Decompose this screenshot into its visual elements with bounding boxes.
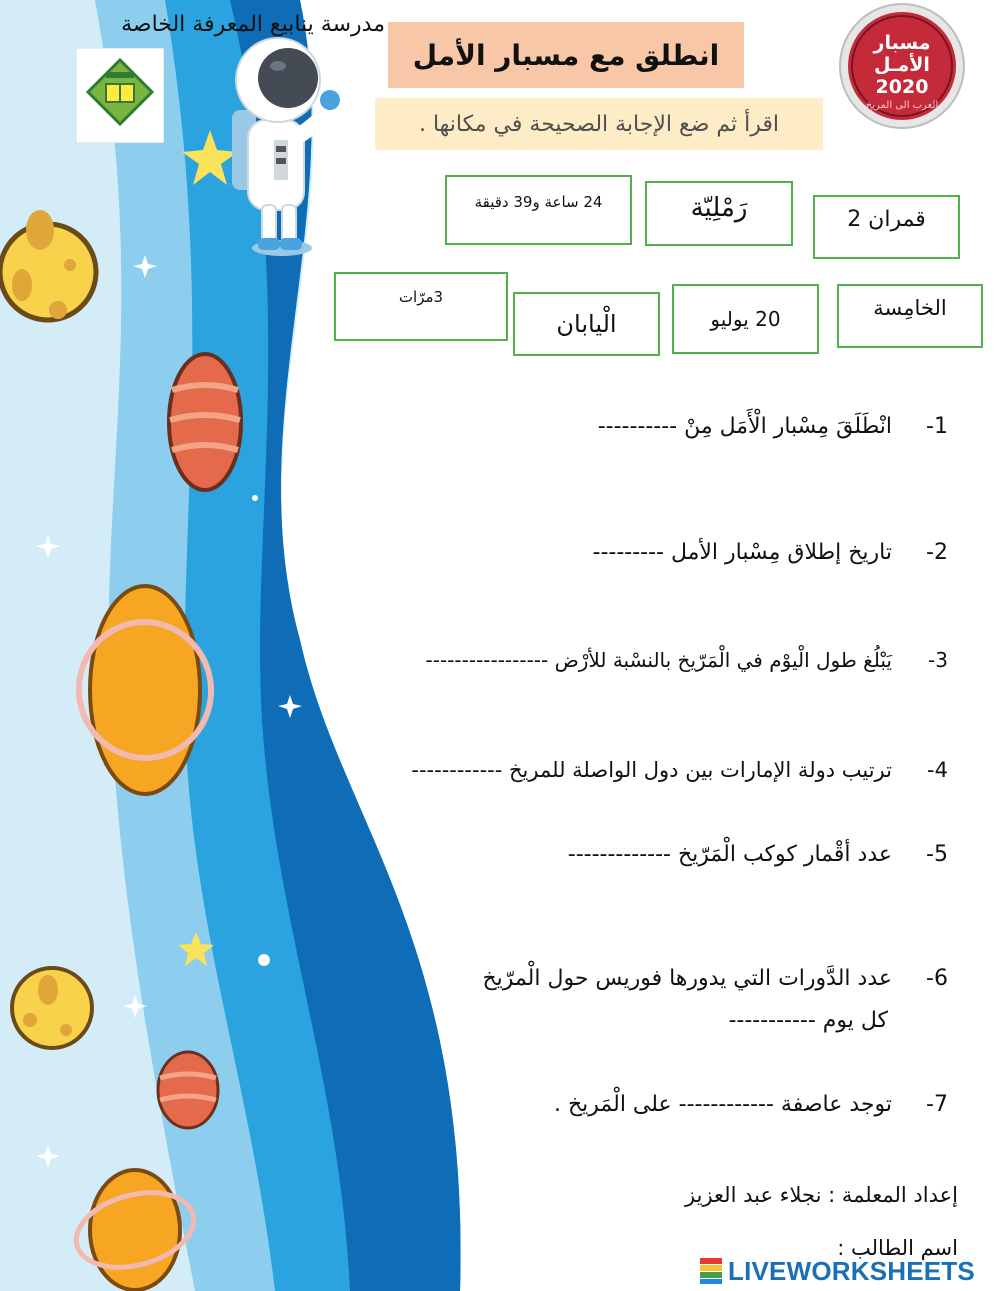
answer-box[interactable]	[813, 195, 960, 259]
worksheet-title: انطلق مع مسبار الأمل	[412, 38, 720, 72]
red-planet-small	[158, 1052, 218, 1128]
answer-text: 24 ساعة و39 دقيقة	[474, 193, 603, 211]
question-text: توجد عاصفة ------------ على الْمَريخ .	[553, 1092, 892, 1117]
badge-line2: الأمـل	[874, 54, 930, 76]
liveworksheets-logo	[700, 1254, 996, 1288]
title-banner	[388, 22, 744, 88]
school-logo	[76, 48, 164, 143]
question-text: عدد الدَّورات التي يدورها فوريس حول الْمرّيخ	[482, 966, 892, 991]
question-number: 2-	[926, 540, 948, 565]
answer-box[interactable]	[513, 292, 660, 356]
answer-box[interactable]	[445, 175, 632, 245]
question-number: 1-	[926, 414, 948, 439]
badge-year: 2020	[875, 76, 929, 98]
liveworksheets-icon	[700, 1258, 722, 1284]
student-name-label: اسم الطالب :	[837, 1236, 958, 1260]
liveworksheets-brand: LIVEWORKSHEETS	[728, 1255, 975, 1286]
question-3	[426, 648, 948, 672]
answer-text: 3مرّات	[398, 288, 444, 306]
question-7	[554, 1092, 948, 1117]
question-number: 4-	[927, 758, 948, 782]
question-text: ترتيب دولة الإمارات بين دول الواصلة للمريخ ------------	[411, 758, 892, 782]
badge-line1: مسبار	[873, 32, 931, 54]
red-planet	[169, 354, 241, 490]
teacher-credit: إعداد المعلمة : نجلاء عبد العزيز	[685, 1183, 958, 1207]
question-number: 5-	[926, 842, 948, 867]
answer-text: رَمْلِيّة	[690, 193, 748, 223]
answer-box[interactable]	[645, 181, 793, 246]
question-6-continued: كل يوم -----------	[728, 1008, 888, 1033]
school-name: مدرسة ينابيع المعرفة الخاصة	[121, 12, 385, 37]
question-text: يَبْلُغ طول الْيوْم في الْمَرّيخ بالنسْبة للأرْض -----------------	[425, 648, 892, 672]
question-6	[482, 966, 948, 991]
answer-box[interactable]	[837, 284, 983, 348]
question-1	[598, 414, 948, 439]
hope-probe-badge	[834, 2, 970, 130]
question-2	[593, 540, 949, 565]
badge-slogan: العرب الى المريخ	[865, 100, 939, 111]
question-number: 6-	[926, 966, 948, 991]
question-text: تاريخ إطلاق مِسْبار الأمل ---------	[592, 540, 892, 565]
instruction-text: اقرأ ثم ضع الإجابة الصحيحة في مكانها .	[418, 111, 780, 137]
answer-box[interactable]	[334, 272, 508, 341]
instruction-banner	[375, 98, 823, 150]
question-number: 3-	[928, 648, 948, 672]
question-5	[568, 842, 948, 867]
yellow-moon-small	[12, 968, 92, 1048]
answer-text: قمران 2	[847, 207, 926, 232]
answer-text: الخامِسة	[873, 296, 947, 320]
answer-text: الْيابان	[556, 310, 617, 338]
answer-text: 20 يوليو	[710, 307, 781, 331]
question-4	[411, 758, 948, 782]
question-number: 7-	[926, 1092, 948, 1117]
answer-box[interactable]	[672, 284, 819, 354]
question-text: انْطَلَقَ مِسْبار الْأَمَل مِنْ ----------	[597, 414, 892, 439]
question-text: عدد أقْمار كوكب الْمَرّيخ -------------	[567, 842, 892, 867]
